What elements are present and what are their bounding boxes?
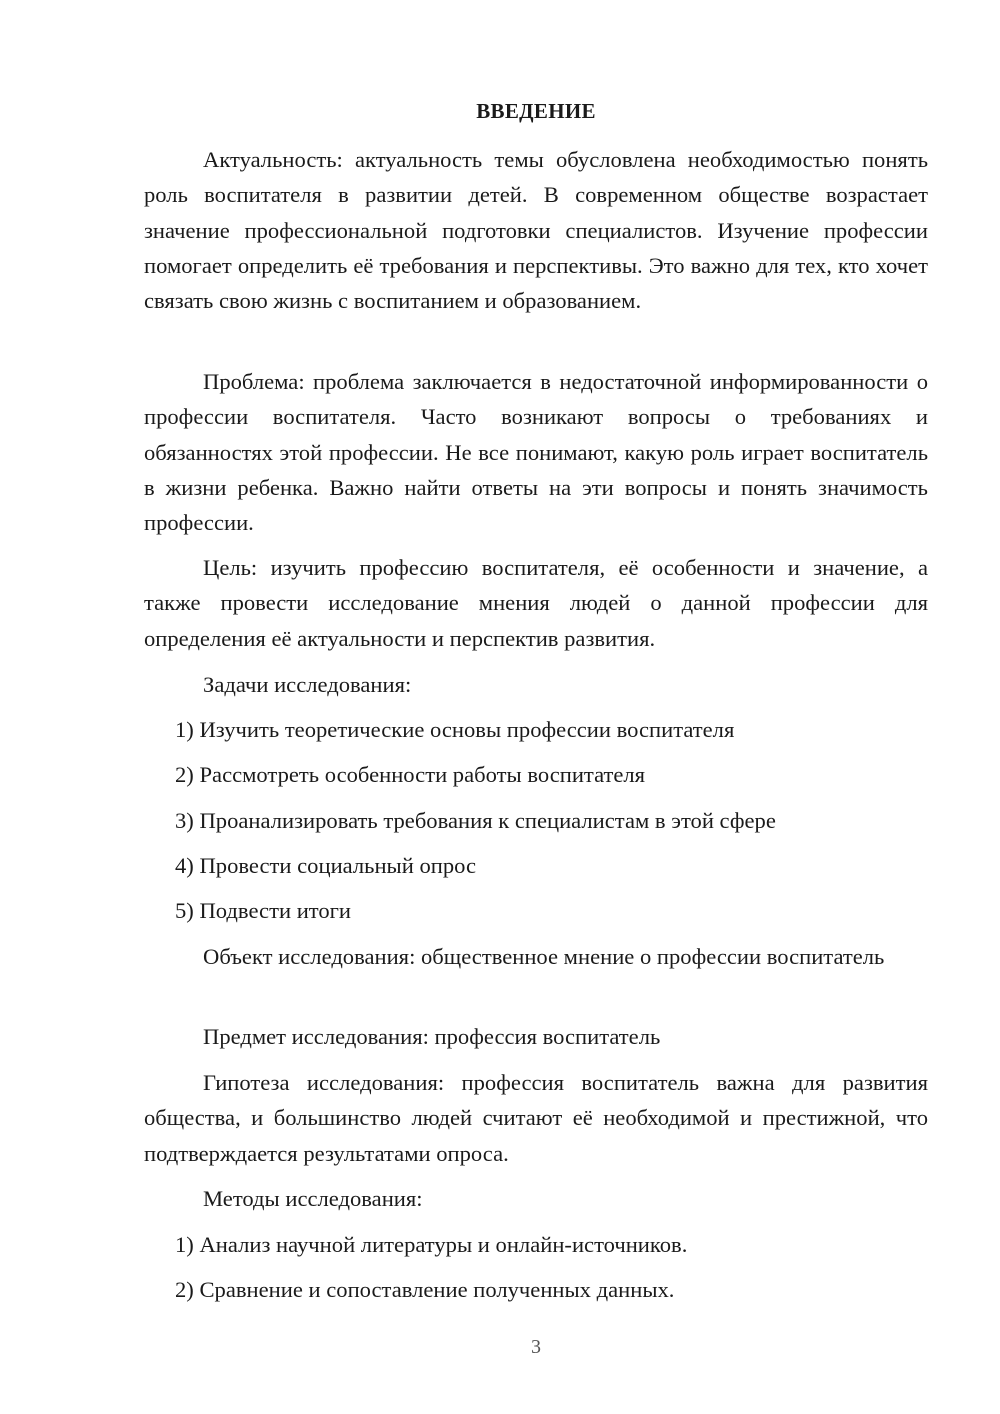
method-item-2: 2) Сравнение и сопоставление полученных данных.: [175, 1277, 675, 1302]
goal-paragraph: Цель: изучить профессию воспитателя, её особенности и значение, а также провести исследование мнения людей о данной профессии для определения её актуальности и перспектив развития.: [144, 555, 928, 651]
hypothesis-paragraph: Гипотеза исследования: профессия воспитатель важна для развития общества, и большинство людей считают её необходимой и престижной, что подтверждается результатами опроса.: [144, 1070, 928, 1166]
task-item-4: 4) Провести социальный опрос: [175, 853, 477, 878]
subject-paragraph: Предмет исследования: профессия воспитатель: [203, 1024, 661, 1049]
task-item-1: 1) Изучить теоретические основы профессии воспитателя: [175, 717, 735, 742]
tasks-heading: Задачи исследования:: [203, 672, 412, 697]
problem-paragraph: Проблема: проблема заключается в недостаточной информированности о профессии воспитателя. Часто возникают вопросы о требованиях и обязанностях этой профессии. Не все понимают, какую роль играет воспитатель в жизни ребенка. Важно найти ответы на эти вопросы и понять значимость профессии.: [144, 369, 928, 536]
object-paragraph: Объект исследования: общественное мнение о профессии воспитатель: [203, 944, 885, 969]
task-item-5: 5) Подвести итоги: [175, 898, 352, 923]
task-item-3: 3) Проанализировать требования к специалистам в этой сфере: [175, 808, 776, 833]
section-title: ВВЕДЕНИЕ: [476, 99, 596, 123]
method-item-1: 1) Анализ научной литературы и онлайн-источников.: [175, 1232, 688, 1257]
page-number: 3: [531, 1336, 541, 1358]
relevance-paragraph: Актуальность: актуальность темы обусловлена необходимостью понять роль воспитателя в развитии детей. В современном обществе возрастает значение профессиональной подготовки специалистов. Изучение профессии помогает определить её требования и перспективы. Это важно для тех, кто хочет связать свою жизнь с воспитанием и образованием.: [144, 147, 928, 314]
task-item-2: 2) Рассмотреть особенности работы воспитателя: [175, 762, 646, 787]
methods-heading: Методы исследования:: [203, 1186, 423, 1211]
